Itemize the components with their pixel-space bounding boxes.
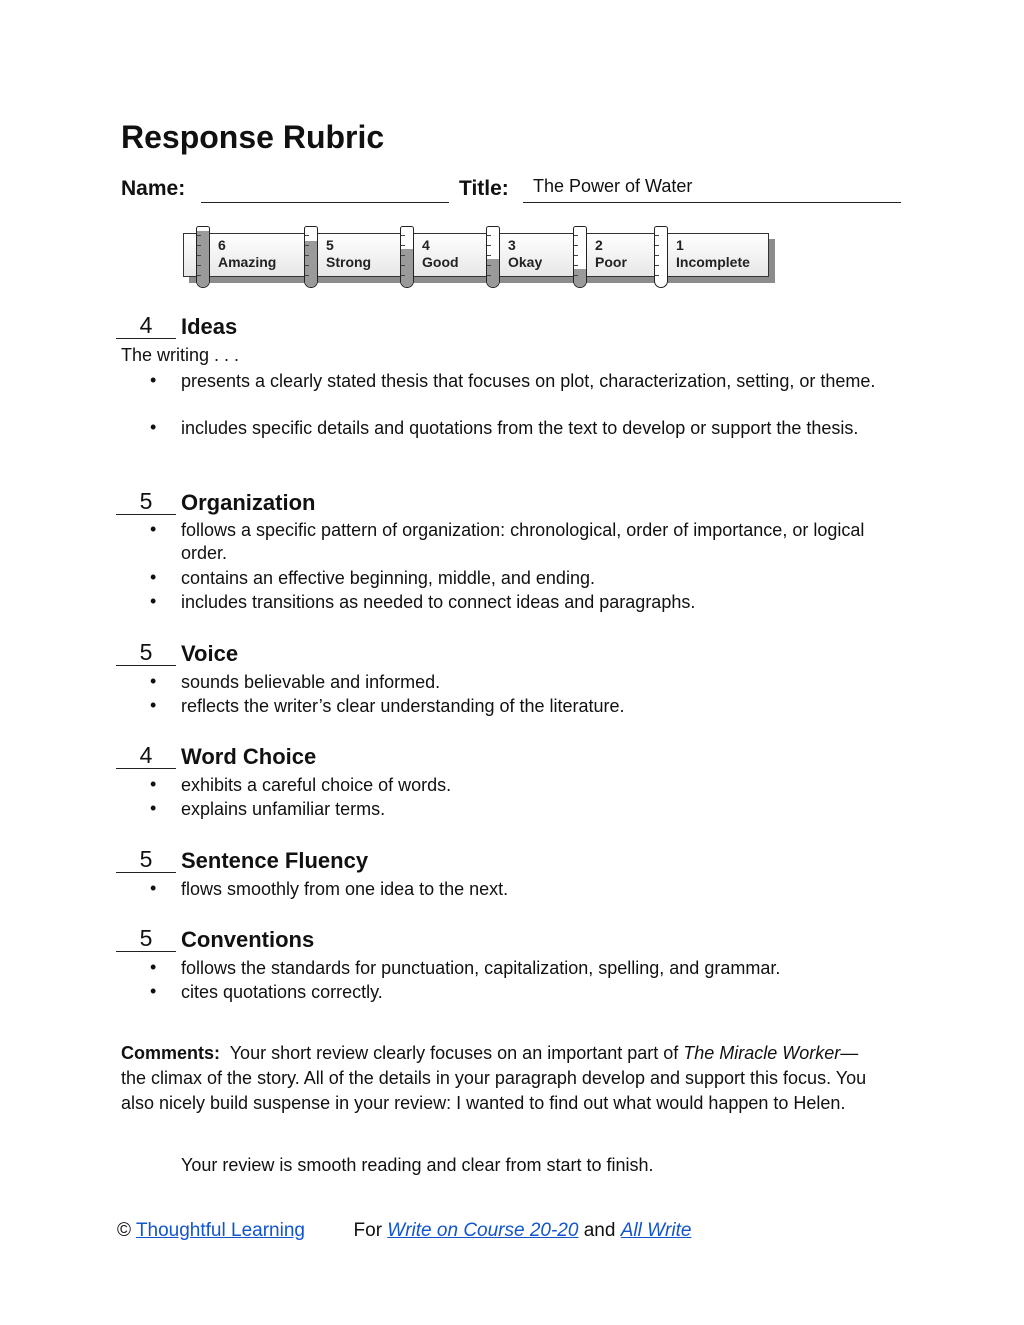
title-value: The Power of Water xyxy=(533,176,693,196)
criterion-text: follows a specific pattern of organization: chronological, order of importance, or logical order. xyxy=(181,520,865,563)
scale-level-label: Amazing xyxy=(218,254,277,270)
scale-tube-icon xyxy=(654,226,668,288)
scale-tube-icon xyxy=(486,226,500,288)
scale-level-label: Good xyxy=(422,254,459,270)
rating-scale xyxy=(183,233,769,277)
write-on-course-link[interactable]: Write on Course 20-20 xyxy=(387,1220,579,1241)
footer xyxy=(117,1220,691,1242)
name-label: Name: xyxy=(121,177,186,200)
criterion-text: contains an effective beginning, middle, and ending. xyxy=(181,568,595,588)
scale-level-number: 4 xyxy=(422,237,430,253)
scale-level-label: Poor xyxy=(595,254,627,270)
scale-level-number: 6 xyxy=(218,237,226,253)
page-title: Response Rubric xyxy=(121,119,385,155)
criterion-text: reflects the writer’s clear understanding of the literature. xyxy=(181,696,625,716)
score-value[interactable]: 5 xyxy=(116,846,176,873)
scale-tube-icon xyxy=(196,226,210,288)
footer-and-text: and xyxy=(583,1220,616,1241)
criterion-text: follows the standards for punctuation, capitalization, spelling, and grammar. xyxy=(181,958,781,978)
comments-text-end: —the climax of the story. All of the details in your paragraph develop and support this focus. You also nicely build suspense in your review: I wanted to find out what would happen to Helen. xyxy=(121,1043,867,1113)
section-intro: The writing . . . xyxy=(121,345,240,365)
scale-level-number: 3 xyxy=(508,237,516,253)
section-title: Word Choice xyxy=(181,744,317,769)
comments-label: Comments: xyxy=(121,1043,221,1063)
scale-level xyxy=(508,237,542,271)
scale-level xyxy=(218,237,276,271)
title-field[interactable] xyxy=(523,202,901,203)
scale-level-label: Incomplete xyxy=(676,254,750,270)
score-value[interactable]: 4 xyxy=(116,312,176,339)
score-value[interactable]: 5 xyxy=(116,639,176,666)
criterion-text: includes transitions as needed to connect ideas and paragraphs. xyxy=(181,592,696,612)
bullet-icon: • xyxy=(150,567,157,587)
copyright-symbol: © xyxy=(117,1220,131,1241)
criterion-text: presents a clearly stated thesis that focuses on plot, characterization, setting, or theme. xyxy=(181,371,876,391)
score-value[interactable]: 5 xyxy=(116,925,176,952)
criterion-text: flows smoothly from one idea to the next. xyxy=(181,879,509,899)
comments-text-start: Your short review clearly focuses on an important part of xyxy=(229,1043,684,1063)
section-title: Organization xyxy=(181,490,316,515)
bullet-icon: • xyxy=(150,774,157,794)
section-title: Ideas xyxy=(181,314,238,339)
bullet-icon: • xyxy=(150,957,157,977)
section-title: Sentence Fluency xyxy=(181,848,369,873)
criterion-text: sounds believable and informed. xyxy=(181,672,441,692)
footer-for-text: For xyxy=(353,1220,383,1241)
bullet-icon: • xyxy=(150,878,157,898)
comments-book-title: The Miracle Worker xyxy=(683,1043,841,1063)
section-title: Voice xyxy=(181,641,239,666)
scale-tube-icon xyxy=(400,226,414,288)
comments xyxy=(121,1041,881,1116)
bullet-icon: • xyxy=(150,671,157,691)
scale-level-number: 2 xyxy=(595,237,603,253)
score-value[interactable]: 5 xyxy=(116,488,176,515)
criterion-text: includes specific details and quotations from the text to develop or support the thesis. xyxy=(181,418,859,438)
scale-level xyxy=(595,237,627,271)
thoughtful-learning-link[interactable]: Thoughtful Learning xyxy=(135,1220,305,1241)
bullet-icon: • xyxy=(150,370,157,390)
criterion-text: cites quotations correctly. xyxy=(181,982,383,1002)
score-value[interactable]: 4 xyxy=(116,742,176,769)
scale-level xyxy=(676,237,750,271)
bullet-icon: • xyxy=(150,591,157,611)
scale-level-label: Strong xyxy=(326,254,372,270)
section-title: Conventions xyxy=(181,927,315,952)
bullet-icon: • xyxy=(150,798,157,818)
scale-level xyxy=(326,237,371,271)
criterion-text: exhibits a careful choice of words. xyxy=(181,775,452,795)
bullet-icon: • xyxy=(150,695,157,715)
all-write-link[interactable]: All Write xyxy=(620,1220,692,1241)
comments-paragraph-2: Your review is smooth reading and clear from start to finish. xyxy=(181,1155,654,1175)
scale-level-label: Okay xyxy=(508,254,543,270)
bullet-icon: • xyxy=(150,981,157,1001)
scale-level xyxy=(422,237,459,271)
bullet-icon: • xyxy=(150,519,157,539)
scale-level-number: 1 xyxy=(676,237,684,253)
name-field[interactable] xyxy=(201,202,449,203)
criterion-text: explains unfamiliar terms. xyxy=(181,799,386,819)
scale-tube-icon xyxy=(304,226,318,288)
title-label: Title: xyxy=(459,177,509,200)
scale-tube-icon xyxy=(573,226,587,288)
scale-level-number: 5 xyxy=(326,237,334,253)
bullet-icon: • xyxy=(150,417,157,437)
